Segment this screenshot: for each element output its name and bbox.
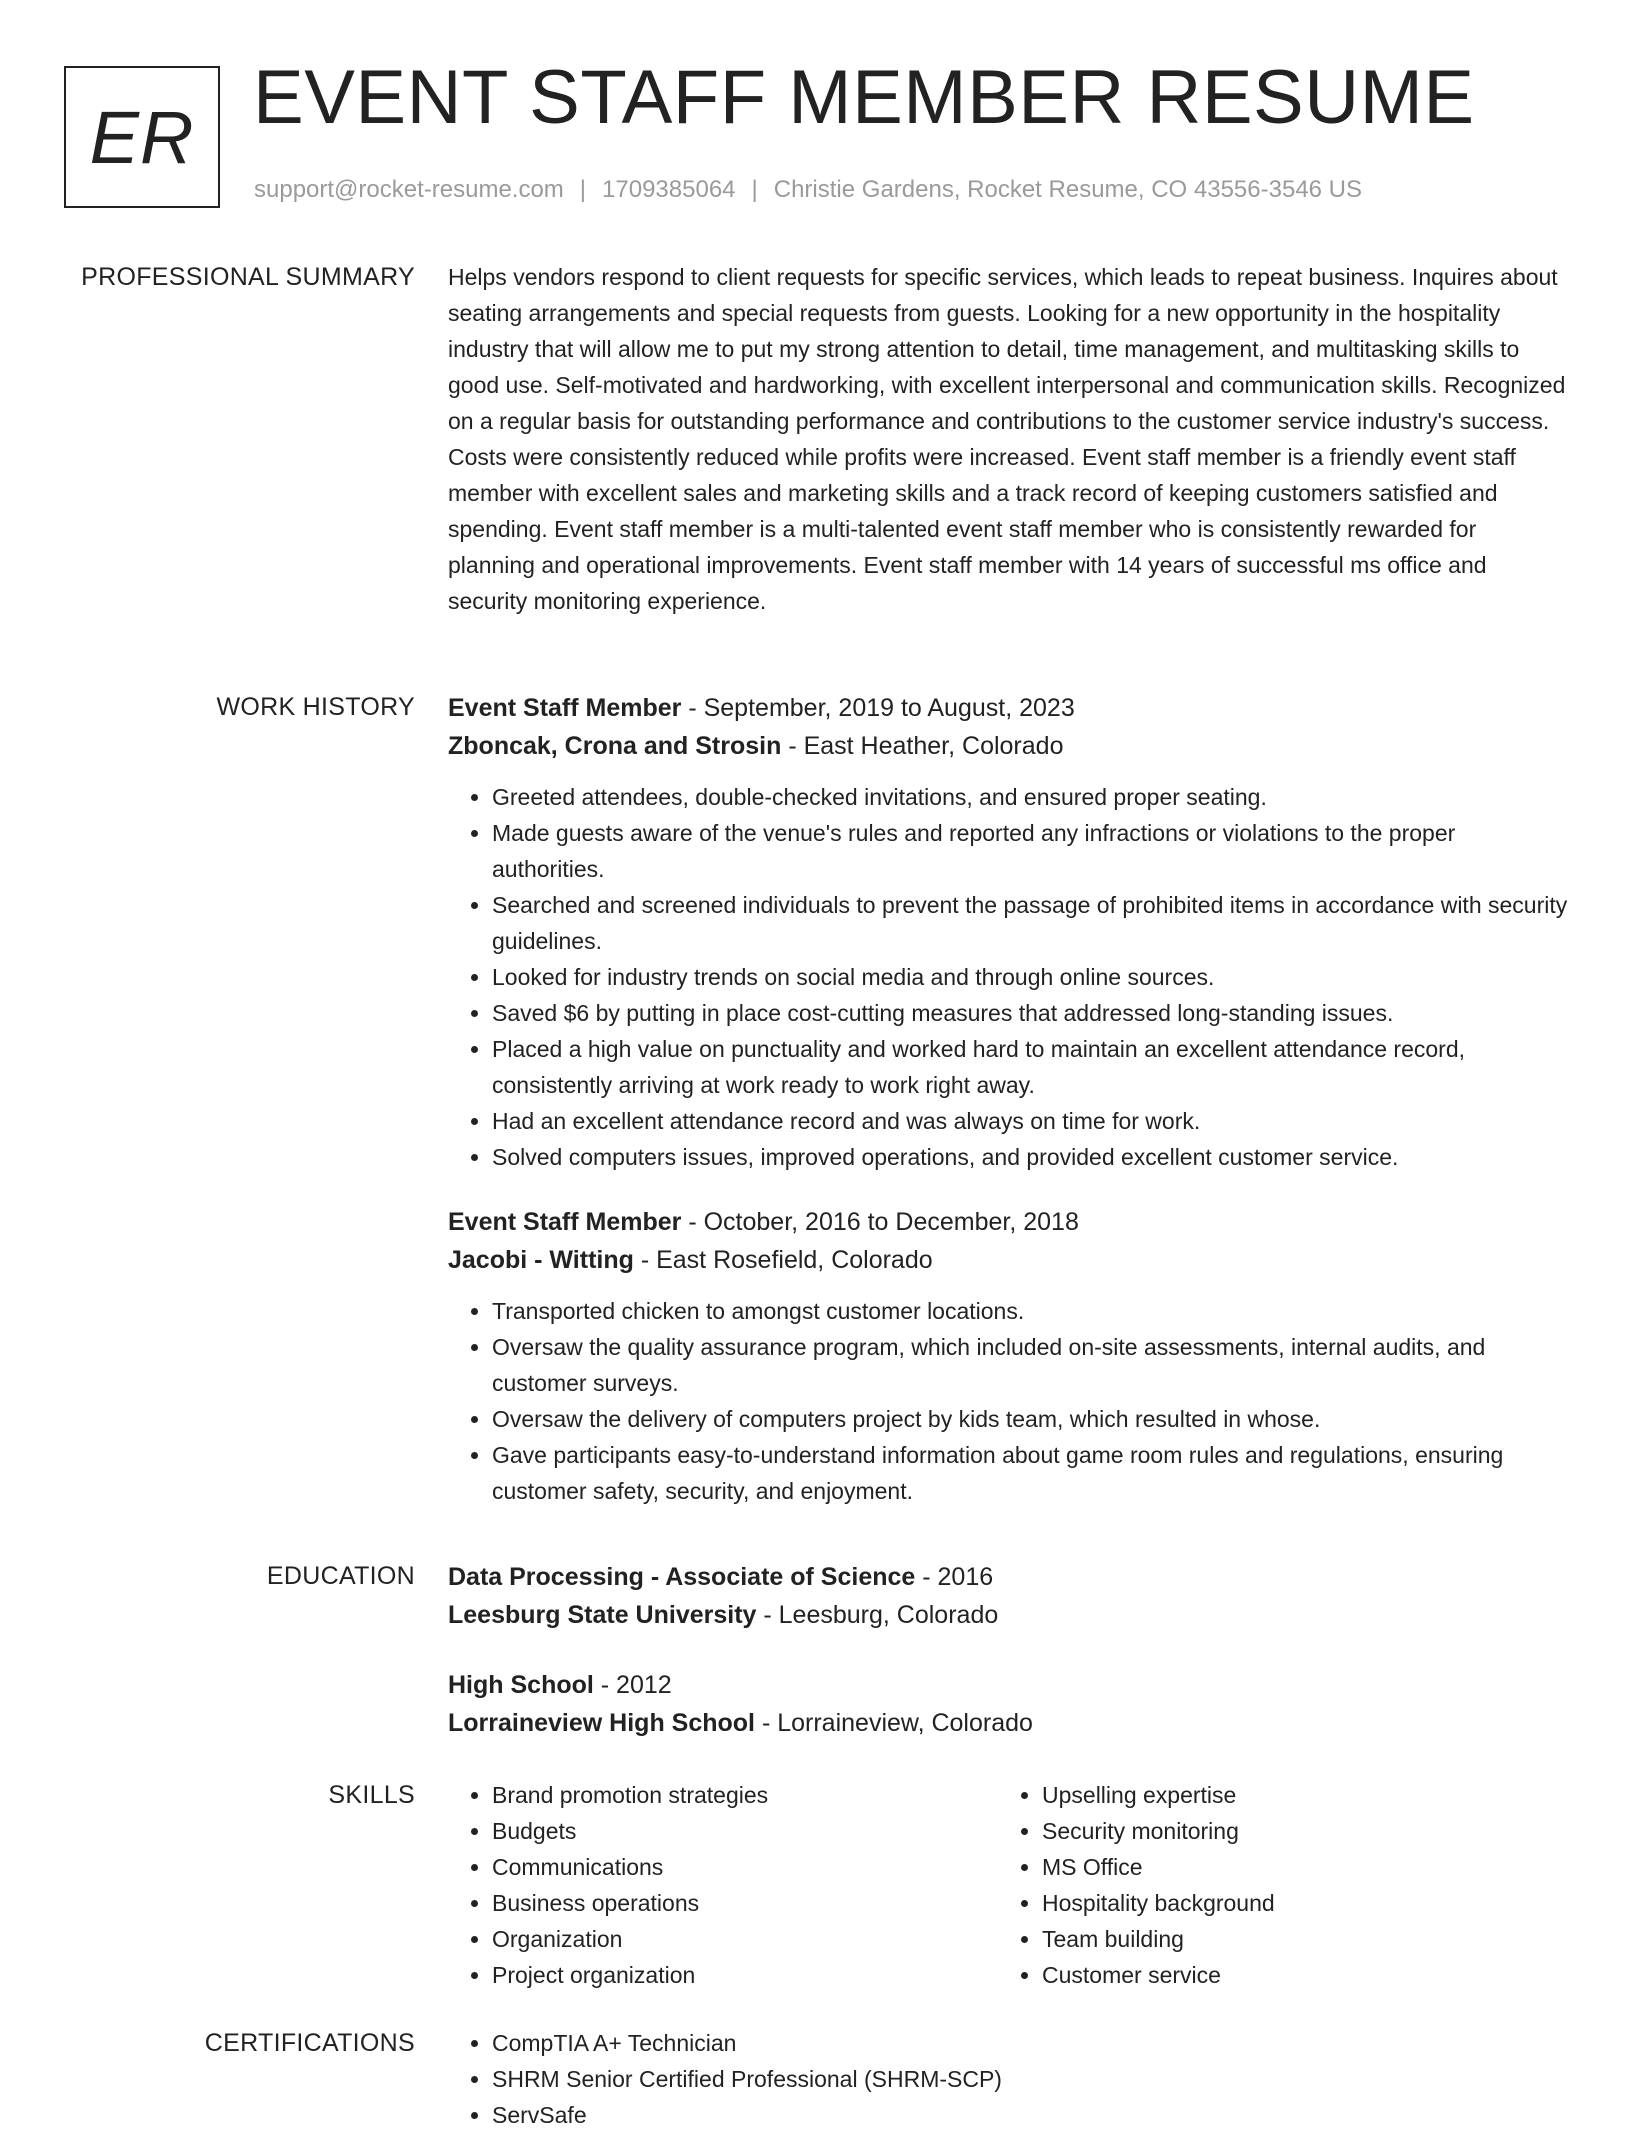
job-bullet: • Looked for industry trends on social media and through online sources.: [492, 959, 1568, 995]
education-location: - Leesburg, Colorado: [756, 1601, 999, 1629]
job-company: Jacobi - Witting: [448, 1246, 634, 1274]
skill-item: • MS Office: [1042, 1849, 1548, 1885]
contact-email: support@rocket-resume.com: [254, 176, 564, 203]
job-title-line: [448, 689, 1568, 727]
skill-item: • Budgets: [492, 1813, 998, 1849]
certification-item: • SHRM Senior Certified Professional (SHRM-SCP): [492, 2061, 1568, 2097]
job-bullet: • Placed a high value on punctuality and worked hard to maintain an excellent attendance record, consistently arriving at work ready to work right away.: [492, 1031, 1568, 1103]
education-year: - 2012: [593, 1671, 672, 1699]
education-location: - Lorraineview, Colorado: [755, 1709, 1033, 1737]
job-bullet: • Greeted attendees, double-checked invitations, and ensured proper seating.: [492, 779, 1568, 815]
education-entry: [448, 1558, 1568, 1634]
education-entry: [448, 1666, 1568, 1742]
job-title-line: [448, 1203, 1568, 1241]
job-bullet: • Gave participants easy-to-understand information about game room rules and regulations, ensuring customer safety, security, and enjoyment.: [492, 1437, 1568, 1509]
certifications-heading: CERTIFICATIONS: [204, 2029, 415, 2057]
skills-list-left: [448, 1777, 998, 1993]
education-degree-line: [448, 1558, 1568, 1596]
monogram-logo: [64, 66, 220, 208]
job-bullet: • Had an excellent attendance record and was always on time for work.: [492, 1103, 1568, 1139]
job-title: Event Staff Member: [448, 1208, 682, 1236]
job-bullet: • Saved $6 by putting in place cost-cutting measures that addressed long-standing issues.: [492, 995, 1568, 1031]
certification-item: • ServSafe: [492, 2097, 1568, 2133]
contact-separator: |: [751, 176, 758, 203]
skill-item: • Hospitality background: [1042, 1885, 1548, 1921]
job-dates: - October, 2016 to December, 2018: [681, 1208, 1079, 1236]
certifications-list: [448, 2025, 1568, 2133]
education-school: Leesburg State University: [448, 1601, 757, 1629]
certification-item: • CompTIA A+ Technician: [492, 2025, 1568, 2061]
job-bullet: • Oversaw the quality assurance program, which included on-site assessments, internal audits, and customer surveys.: [492, 1329, 1568, 1401]
job-bullet-list: [448, 1293, 1568, 1509]
skill-item: • Brand promotion strategies: [492, 1777, 998, 1813]
education-school-line: [448, 1596, 1568, 1634]
skills-list-right: [998, 1777, 1548, 1993]
education-degree: Data Processing - Associate of Science: [448, 1563, 916, 1591]
job-bullet: • Searched and screened individuals to prevent the passage of prohibited items in accordance with security guidelines.: [492, 887, 1568, 959]
contact-phone: 1709385064: [602, 176, 736, 203]
skill-item: • Organization: [492, 1921, 998, 1957]
job-company: Zboncak, Crona and Strosin: [448, 732, 782, 760]
work-history-body: [448, 689, 1568, 1537]
job-bullet: • Transported chicken to amongst customer locations.: [492, 1293, 1568, 1329]
job-entry: [448, 689, 1568, 1175]
education-heading: EDUCATION: [266, 1562, 415, 1590]
skill-item: • Customer service: [1042, 1957, 1548, 1993]
job-company-line: [448, 1241, 1568, 1279]
skills-body: [448, 1777, 1568, 1993]
job-bullet: • Oversaw the delivery of computers project by kids team, which resulted in whose.: [492, 1401, 1568, 1437]
job-title: Event Staff Member: [448, 694, 682, 722]
education-school: Lorraineview High School: [448, 1709, 755, 1737]
job-dates: - September, 2019 to August, 2023: [681, 694, 1075, 722]
skill-item: • Upselling expertise: [1042, 1777, 1548, 1813]
skill-item: • Project organization: [492, 1957, 998, 1993]
skill-item: • Team building: [1042, 1921, 1548, 1957]
job-bullet-list: [448, 779, 1568, 1175]
education-body: [448, 1558, 1568, 1774]
job-location: - East Heather, Colorado: [781, 732, 1064, 760]
skills-heading: SKILLS: [328, 1781, 415, 1809]
summary-body: [448, 259, 1568, 619]
job-location: - East Rosefield, Colorado: [633, 1246, 933, 1274]
skill-item: • Security monitoring: [1042, 1813, 1548, 1849]
job-company-line: [448, 727, 1568, 765]
contact-separator: |: [579, 176, 587, 203]
job-bullet: • Solved computers issues, improved operations, and provided excellent customer service.: [492, 1139, 1568, 1175]
job-bullet: • Made guests aware of the venue's rules and reported any infractions or violations to the proper authorities.: [492, 815, 1568, 887]
monogram-initials: ER: [89, 96, 195, 179]
work-history-heading: WORK HISTORY: [216, 693, 415, 721]
contact-line: [254, 174, 1362, 205]
education-year: - 2016: [915, 1563, 994, 1591]
certifications-body: [448, 2025, 1568, 2133]
job-entry: [448, 1203, 1568, 1509]
education-school-line: [448, 1704, 1568, 1742]
contact-address: Christie Gardens, Rocket Resume, CO 43556-3546 US: [773, 176, 1363, 203]
summary-heading: PROFESSIONAL SUMMARY: [81, 263, 415, 291]
education-degree-line: [448, 1666, 1568, 1704]
summary-text: Helps vendors respond to client requests for specific services, which leads to repeat business. Inquires about seating arrangements and special requests from guests. Looking for a new opportunity in the hospitality industry that will allow me to put my strong attention to detail, time management, and multitasking skills to good use. Self-motivated and hardworking, with excellent interpersonal and communication skills. Recognized on a regular basis for outstanding performance and contributions to the customer service industry's success. Costs were consistently reduced while profits were increased. Event staff member is a friendly event staff member with excellent sales and marketing skills and a track record of keeping customers satisfied and spending. Event staff member is a multi-talented event staff member who is consistently rewarded for planning and operational improvements. Event staff member with 14 years of successful ms office and security monitoring experience.: [448, 264, 1566, 614]
skill-item: • Communications: [492, 1849, 998, 1885]
resume-title: EVENT STAFF MEMBER RESUME: [253, 55, 1475, 140]
education-degree: High School: [448, 1671, 594, 1699]
skill-item: • Business operations: [492, 1885, 998, 1921]
